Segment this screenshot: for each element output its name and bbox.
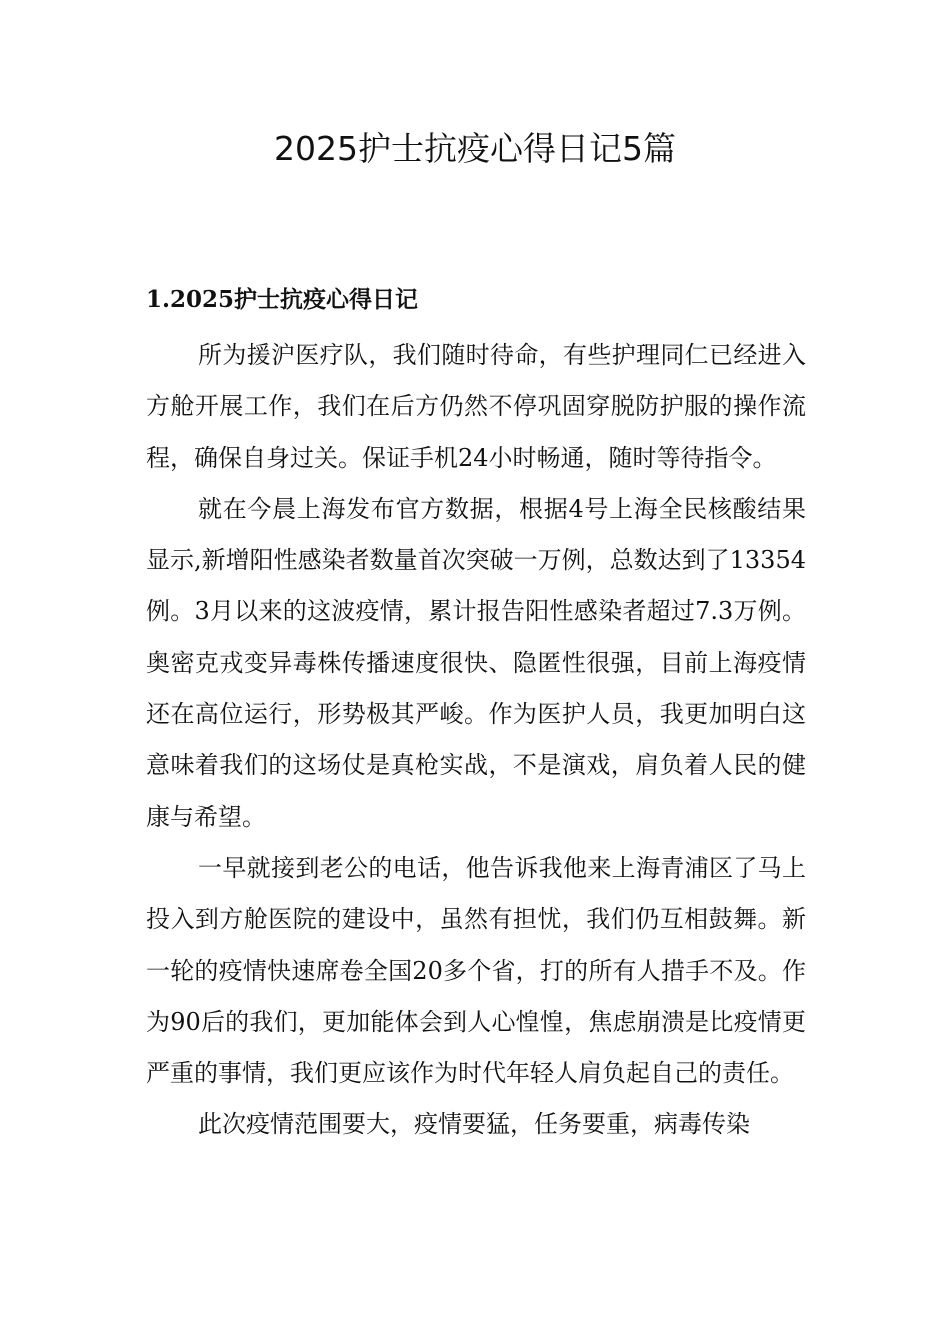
paragraph: 就在今晨上海发布官方数据，根据4号上海全民核酸结果显示,新增阳性感染者数量首次突破一万例，总数达到了13354例。3月以来的这波疫情，累计报告阳性感染者超过7.3万例。奥密克戎变异毒株传播速度很快、隐匿性很强，目前上海疫情还在高位运行，形势极其严峻。作为医护人员，我更加明白这意味着我们的这场仗是真枪实战，不是演戏，肩负着人民的健康与希望。 [146, 494, 806, 831]
paragraph: 一早就接到老公的电话，他告诉我他来上海青浦区了马上投入到方舱医院的建设中，虽然有担忧，我们仍互相鼓舞。新一轮的疫情快速席卷全国20多个省，打的所有人措手不及。作为90后的我们，更加能体会到人心惶惶，焦虑崩溃是比疫情更严重的事情，我们更应该作为时代年轻人肩负起自己的责任。 [146, 853, 806, 1088]
document-body [146, 330, 806, 1151]
paragraph: 此次疫情范围要大，疫情要猛，任务要重，病毒传染 [198, 1110, 750, 1139]
document-title: 2025护士抗疫心得日记5篇 [274, 129, 676, 168]
section-heading: 1.2025护士抗疫心得日记 [146, 286, 419, 313]
paragraph: 所为援沪医疗队，我们随时待命，有些护理同仁已经进入方舱开展工作，我们在后方仍然不停巩固穿脱防护服的操作流程，确保自身过关。保证手机24小时畅通，随时等待指令。 [146, 341, 806, 472]
